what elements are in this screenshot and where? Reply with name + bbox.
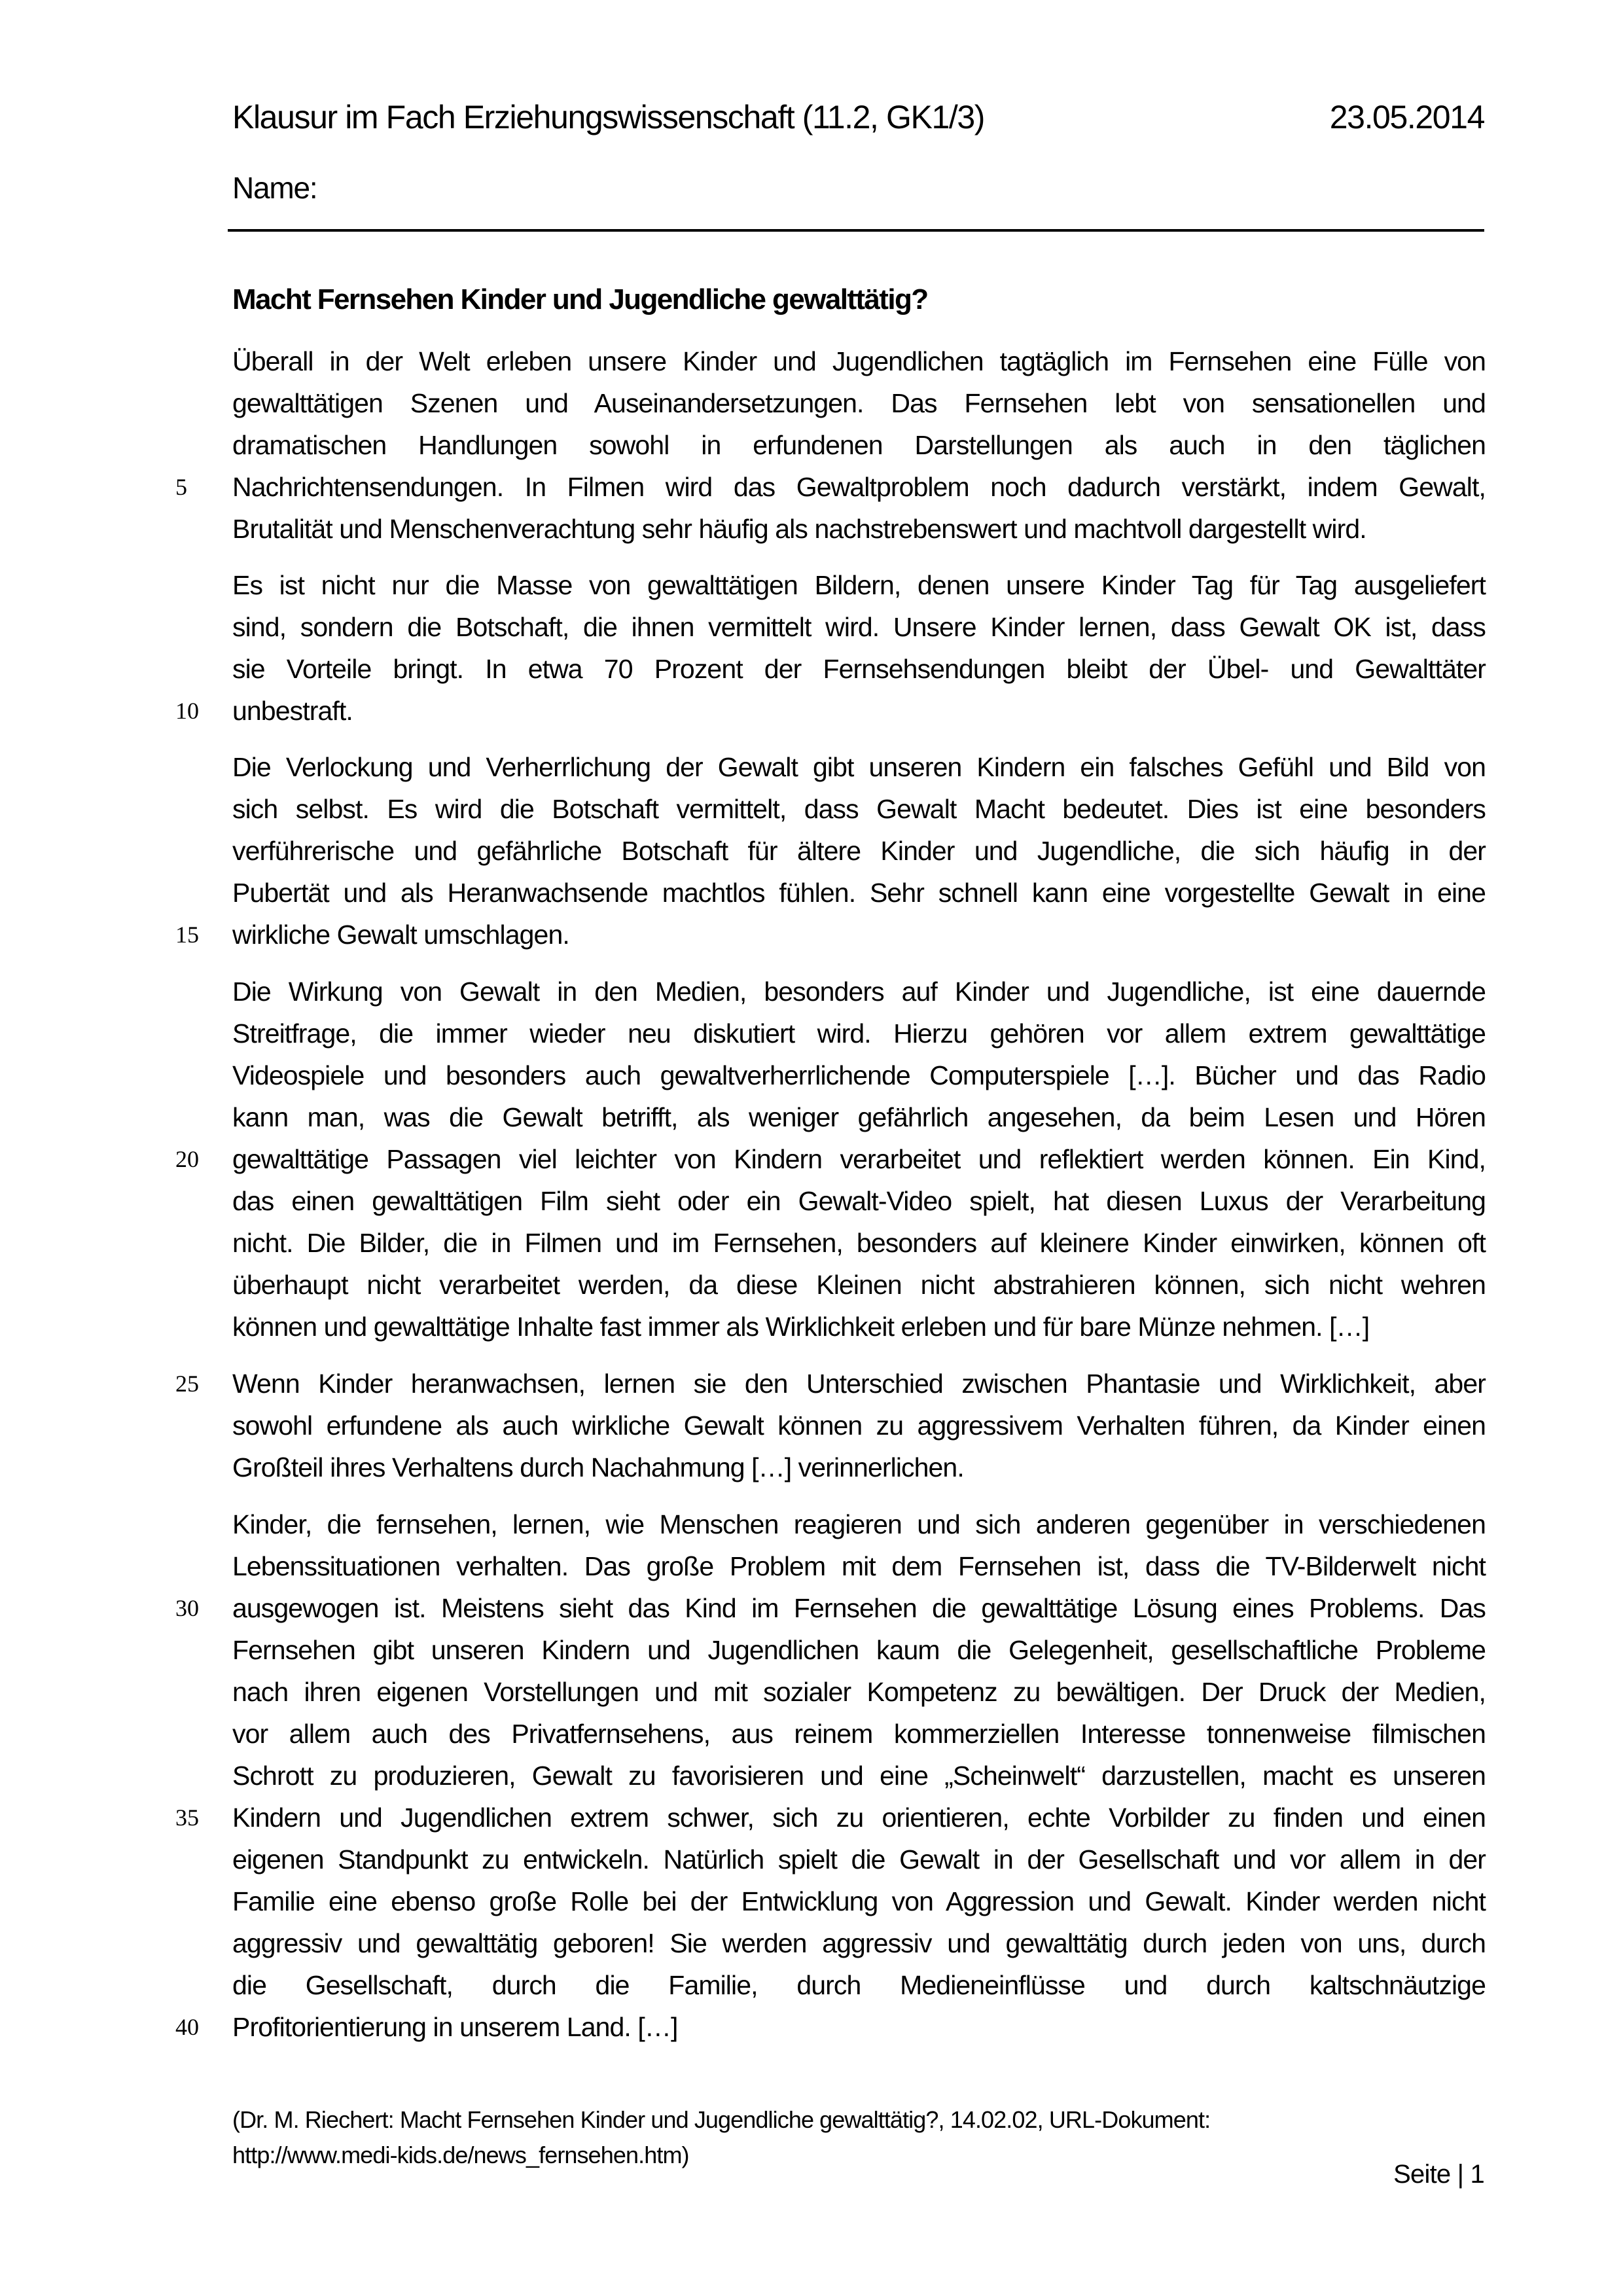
line-number: 40: [175, 2014, 199, 2040]
text-line: sich selbst. Es wird die Botschaft vermittelt, dass Gewalt Macht bedeutet. Dies ist eine besonders: [232, 794, 1486, 824]
text-line: Wenn Kinder heranwachsen, lernen sie den Unterschied zwischen Phantasie und Wirklichkeit, aber: [232, 1369, 1486, 1399]
line-number: 25: [175, 1371, 199, 1397]
text-line: nach ihren eigenen Vorstellungen und mit sozialer Kompetenz zu bewältigen. Der Druck der Medien,: [232, 1677, 1486, 1707]
text-line: kann man, was die Gewalt betrifft, als weniger gefährlich angesehen, da beim Lesen und Hören: [232, 1102, 1486, 1132]
exam-title: Klausur im Fach Erziehungswissenschaft (11.2, GK1/3): [232, 99, 985, 135]
text-line: Schrott zu produzieren, Gewalt zu favorisieren und eine „Scheinwelt“ darzustellen, macht es unseren: [232, 1761, 1486, 1791]
text-line: Profitorientierung in unserem Land. […]: [232, 2012, 678, 2042]
line-number: 30: [175, 1595, 199, 1621]
text-line: gewalttätige Passagen viel leichter von Kindern verarbeitet und reflektiert werden können. Ein Kind,: [232, 1144, 1486, 1174]
source-citation-line-2: http://www.medi-kids.de/news_fernsehen.htm): [232, 2142, 689, 2168]
page-number: Seite | 1: [1393, 2160, 1484, 2189]
text-line: Die Wirkung von Gewalt in den Medien, besonders auf Kinder und Jugendliche, ist eine dauernde: [232, 977, 1486, 1007]
name-label: Name:: [232, 171, 317, 205]
text-line: können und gewalttätige Inhalte fast immer als Wirklichkeit erleben und für bare Münze nehmen. […]: [232, 1312, 1370, 1342]
text-line: nicht. Die Bilder, die in Filmen und im Fernsehen, besonders auf kleinere Kinder einwirken, können oft: [232, 1228, 1486, 1258]
text-line: gewalttätigen Szenen und Auseinandersetzungen. Das Fernsehen lebt von sensationellen und: [232, 388, 1486, 418]
text-line: Videospiele und besonders auch gewaltverherrlichende Computerspiele […]. Bücher und das Radio: [232, 1060, 1486, 1090]
text-line: unbestraft.: [232, 696, 353, 726]
text-line: Kinder, die fernsehen, lernen, wie Menschen reagieren und sich anderen gegenüber in verschiedenen: [232, 1509, 1486, 1539]
text-line: Pubertät und als Heranwachsende machtlos fühlen. Sehr schnell kann eine vorgestellte Gewalt in eine: [232, 878, 1486, 908]
text-line: aggressiv und gewalttätig geboren! Sie werden aggressiv und gewalttätig durch jeden von uns, durch: [232, 1928, 1486, 1958]
header-divider: [228, 229, 1484, 232]
text-line: wirkliche Gewalt umschlagen.: [232, 920, 569, 950]
text-line: sind, sondern die Botschaft, die ihnen vermittelt wird. Unsere Kinder lernen, dass Gewalt OK ist, dass: [232, 612, 1486, 642]
text-line: dramatischen Handlungen sowohl in erfundenen Darstellungen als auch in den täglichen: [232, 430, 1486, 460]
text-line: Es ist nicht nur die Masse von gewalttätigen Bildern, denen unsere Kinder Tag für Tag ausgeliefert: [232, 570, 1486, 600]
text-line: Fernsehen gibt unseren Kindern und Jugendlichen kaum die Gelegenheit, gesellschaftliche Probleme: [232, 1635, 1486, 1665]
text-line: Familie eine ebenso große Rolle bei der Entwicklung von Aggression und Gewalt. Kinder werden nicht: [232, 1886, 1486, 1916]
text-line: Brutalität und Menschenverachtung sehr häufig als nachstrebenswert und machtvoll dargestellt wird.: [232, 514, 1366, 544]
text-line: eigenen Standpunkt zu entwickeln. Natürlich spielt die Gewalt in der Gesellschaft und vor allem in der: [232, 1844, 1486, 1874]
text-line: Die Verlockung und Verherrlichung der Gewalt gibt unseren Kindern ein falsches Gefühl und Bild von: [232, 752, 1486, 782]
text-line: das einen gewalttätigen Film sieht oder ein Gewalt-Video spielt, hat diesen Luxus der Verarbeitung: [232, 1186, 1486, 1216]
text-line: verführerische und gefährliche Botschaft für ältere Kinder und Jugendliche, die sich häufig in der: [232, 836, 1486, 866]
text-line: Nachrichtensendungen. In Filmen wird das Gewaltproblem noch dadurch verstärkt, indem Gewalt,: [232, 472, 1486, 502]
article-heading: Macht Fernsehen Kinder und Jugendliche gewalttätig?: [232, 283, 928, 315]
text-line: Kindern und Jugendlichen extrem schwer, sich zu orientieren, echte Vorbilder zu finden und einen: [232, 1803, 1486, 1833]
text-line: vor allem auch des Privatfernsehens, aus reinem kommerziellen Interesse tonnenweise filmischen: [232, 1719, 1486, 1749]
text-line: überhaupt nicht verarbeitet werden, da diese Kleinen nicht abstrahieren können, sich nicht wehren: [232, 1270, 1486, 1300]
text-line: sowohl erfundene als auch wirkliche Gewalt können zu aggressivem Verhalten führen, da Kinder einen: [232, 1410, 1486, 1441]
line-number: 5: [175, 474, 187, 500]
text-line: die Gesellschaft, durch die Familie, durch Medieneinflüsse und durch kaltschnäutzige: [232, 1970, 1486, 2000]
source-citation-line-1: (Dr. M. Riechert: Macht Fernsehen Kinder und Jugendliche gewalttätig?, 14.02.02, URL-Dokument:: [232, 2106, 1211, 2133]
line-number: 15: [175, 922, 199, 948]
text-line: Überall in der Welt erleben unsere Kinder und Jugendlichen tagtäglich im Fernsehen eine Fülle von: [232, 346, 1486, 376]
exam-date: 23.05.2014: [1329, 99, 1484, 135]
text-line: Streitfrage, die immer wieder neu diskutiert wird. Hierzu gehören vor allem extrem gewalttätige: [232, 1018, 1486, 1049]
text-line: ausgewogen ist. Meistens sieht das Kind im Fernsehen die gewalttätige Lösung eines Problems. Das: [232, 1593, 1486, 1623]
text-line: Lebenssituationen verhalten. Das große Problem mit dem Fernsehen ist, dass die TV-Bilderwelt nicht: [232, 1551, 1486, 1581]
text-line: sie Vorteile bringt. In etwa 70 Prozent der Fernsehsendungen bleibt der Übel- und Gewalttäter: [232, 654, 1486, 684]
text-line: Großteil ihres Verhaltens durch Nachahmung […] verinnerlichen.: [232, 1452, 964, 1482]
line-number: 20: [175, 1146, 199, 1172]
line-number: 10: [175, 698, 199, 724]
line-number: 35: [175, 1804, 199, 1831]
